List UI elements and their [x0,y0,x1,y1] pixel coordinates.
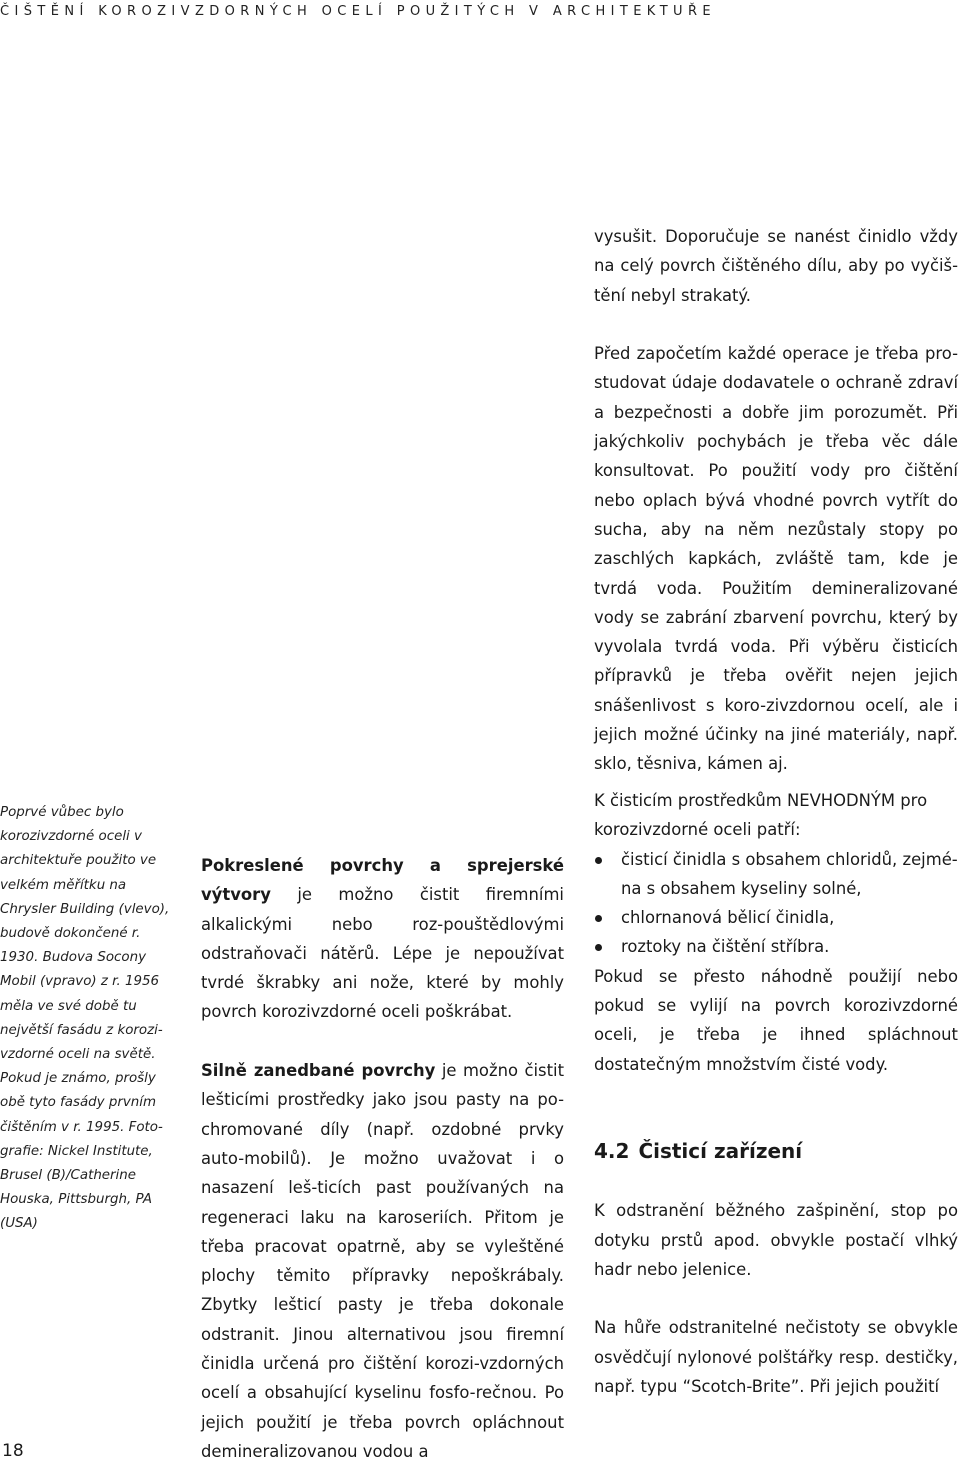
paragraph-safety: Před započetím každé operace je třeba pro-studovat údaje dodavatele o ochraně zdraví a bezpečnosti a dobře jim porozumět. Při jakýchkoliv pochybách je třeba věc dále konsultovat. Po použití vody pro čištění nebo oplach bývá vhodné povrch vytřít do sucha, aby na něm nezůstaly stopy po zaschlých kapkách, zvláště tam, kde je tvrdá voda. Použitím demineralizované vody se zabrání zbarvení povrchu, který by vyvolala tvrdá voda. Při výběru čisticích přípravků je třeba ověřit nejen jejich snášenlivost s koro-zivzdornou ocelí, ale i jejich možné účinky na jiné materiály, např. sklo, těsniva, kámen aj. [594,344,958,774]
unsuitable-list [594,845,958,962]
paragraph-rinse: Pokud se přesto náhodně použijí nebo pokud se vylijí na povrch korozivzdorné oceli, je třeba je ihned spláchnout dostatečným množstvím čisté vody. [594,966,958,1074]
paragraph-drying: vysušit. Doporučuje se nanést činidlo vždy na celý povrch čištěného dílu, aby po vyčiš-tění nebyl strakatý. [594,227,958,305]
page-number: 18 [2,1441,24,1461]
photo-caption: Poprvé vůbec bylo korozivzdorné oceli v architektuře použito ve velkém měřítku na Chrysler Building (vlevo), budově dokončené r. 1930. Budova Socony Mobil (vpravo) z r. 1956 měla ve své době tu největší fasádu z korozi-vzdorné oceli na světě. Pokud je známo, prošly obě tyto fasády prvním čištěním v r. 1995. Foto-grafie: Nickel Institute, Brusel (B)/Catherine Houska, Pittsburgh, PA (USA) [0,805,170,1232]
term-graffiti: Pokreslené povrchy a sprejerské výtvory [201,856,564,905]
top-right-column [594,222,958,779]
unsuitable-intro: K čisticím prostředkům NEVHODNÝM pro korozivzdorné oceli patří: [594,791,928,840]
section-heading [594,1137,958,1166]
text-graffiti: je možno čistit firemními alkalickými nebo roz-pouštědlovými odstraňovači nátěrů. Lépe je nepoužívat tvrdé škrabky ani nože, které by mohly povrch korozivzdorné oceli poškrábat. [201,885,564,1022]
paragraph-graffiti [201,851,564,1027]
text-neglected: je možno čistit lešticími prostředky jako jsou pasty na po-chromované díly (např. ozdobné prvky auto-mobilů). Je možno uvažovat i o nasazení leš-ticích past používaných na regeneraci laku na karoseriích. Přitom je třeba pracovat opatrně, aby se vyleštěné plochy těmito přípravky nepoškrábaly. Zbytky lešticí pasty je třeba dokonale odstranit. Jinou alternativou jsou firemní činidla určená pro čištění korozi-vzdorných ocelí a obsahující kyselinu fosfo-rečnou. Po jejich použití je třeba povrch opláchnout demineralizovanou vodou a [201,1061,564,1461]
right-column [594,786,958,1401]
term-neglected: Silně zanedbané povrchy [201,1061,436,1081]
middle-column [201,851,564,1466]
list-item: chlornanová bělicí činidla, [594,903,958,932]
section-title: Čisticí zařízení [638,1138,803,1163]
paragraph-cloth: K odstranění běžného zašpinění, stop po dotyku prstů apod. obvykle postačí vlhký hadr nebo jelenice. [594,1201,958,1279]
list-item: roztoky na čištění stříbra. [594,932,958,961]
section-number: 4.2 [594,1138,630,1163]
list-item: čisticí činidla s obsahem chloridů, zejmé-na s obsahem kyseliny solné, [594,845,958,904]
running-header: ČIŠTĚNÍ KOROZIVZDORNÝCH OCELÍ POUŽITÝCH V ARCHITEKTUŘE [0,4,717,19]
paragraph-nylon: Na hůře odstranitelné nečistoty se obvykle osvědčují nylonové polštářky resp. destičky, např. typu “Scotch-Brite”. Při jejich použití [594,1318,958,1397]
paragraph-neglected [201,1056,564,1466]
